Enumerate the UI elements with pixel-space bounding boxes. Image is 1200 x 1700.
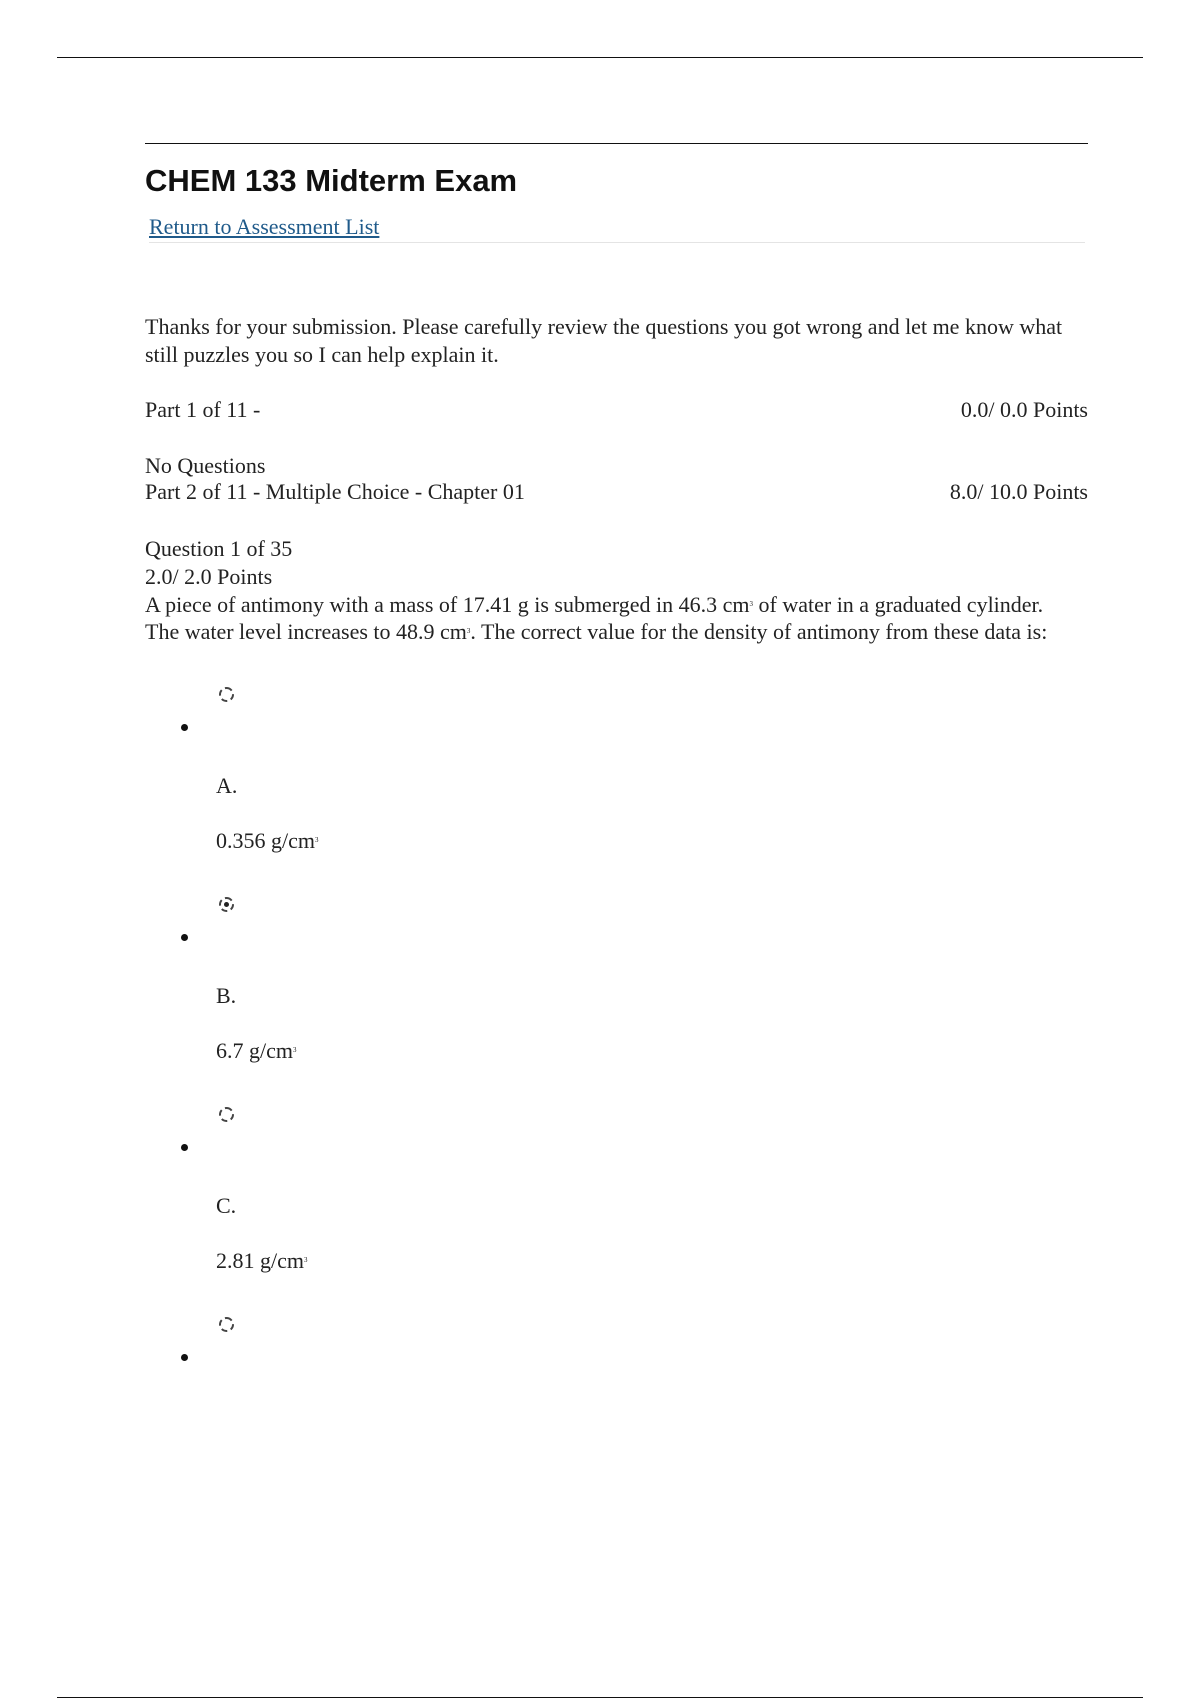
choice-letter: C. [216, 1193, 237, 1219]
part-1-note: No Questions [145, 453, 266, 479]
radio-choice-c[interactable] [219, 1107, 234, 1122]
radio-choice-d[interactable] [219, 1317, 234, 1332]
list-bullet [181, 1144, 188, 1151]
cubic-superscript: 3 [749, 600, 754, 609]
unit-superscript: 3 [315, 836, 319, 845]
unit-superscript: 3 [304, 1256, 308, 1265]
radio-choice-b[interactable] [219, 897, 234, 912]
part-1-header [145, 397, 1088, 423]
choice-value-text: 6.7 g/cm [216, 1038, 293, 1064]
choice-letter: B. [216, 983, 237, 1009]
question-text-part-3: . The correct value for the density of antimony from these data is: [470, 619, 1048, 645]
choice-letter: A. [216, 773, 238, 799]
exam-title: CHEM 133 Midterm Exam [145, 163, 518, 198]
choice-value-text: 2.81 g/cm [216, 1248, 304, 1274]
answer-choice-a [145, 687, 1088, 897]
question-header [145, 535, 1088, 591]
list-bullet [181, 934, 188, 941]
part-1-points: 0.0/ 0.0 Points [960, 397, 1088, 423]
choice-value [216, 1247, 308, 1274]
return-to-assessment-list-link[interactable]: Return to Assessment List [149, 214, 380, 240]
submission-message: Thanks for your submission. Please carefully review the questions you got wrong and let me know what still puzzles you so I can help explain it. [145, 314, 1063, 368]
radio-choice-a[interactable] [219, 687, 234, 702]
assessment-content [145, 143, 1088, 1407]
page-bottom-rule [57, 1697, 1143, 1698]
question-text [145, 591, 1065, 645]
choice-value-text: 0.356 g/cm [216, 828, 315, 854]
choice-value [216, 827, 319, 854]
answer-choice-d [145, 1317, 1088, 1407]
question-points: 2.0/ 2.0 Points [145, 564, 273, 590]
answer-choice-b [145, 897, 1088, 1107]
title-rule [145, 143, 1088, 144]
part-2-header [145, 479, 1088, 505]
list-bullet [181, 1354, 188, 1361]
part-1-label: Part 1 of 11 - [145, 397, 261, 423]
answer-choices [145, 687, 1088, 1407]
question-text-part-2: of water in a graduated cylinder. The water level increases to 48.9 cm [145, 592, 1044, 645]
choice-value [216, 1037, 297, 1064]
question-number: Question 1 of 35 [145, 536, 293, 562]
cubic-superscript: 3 [466, 627, 471, 636]
unit-superscript: 3 [293, 1046, 297, 1055]
answer-choice-c [145, 1107, 1088, 1317]
part-2-label: Part 2 of 11 - Multiple Choice - Chapter 01 [145, 479, 525, 505]
header-divider [149, 242, 1085, 243]
page-top-rule [57, 57, 1143, 58]
list-bullet [181, 724, 188, 731]
question-text-part-1: A piece of antimony with a mass of 17.41 g is submerged in 46.3 cm [145, 592, 750, 618]
part-2-points: 8.0/ 10.0 Points [949, 479, 1088, 505]
